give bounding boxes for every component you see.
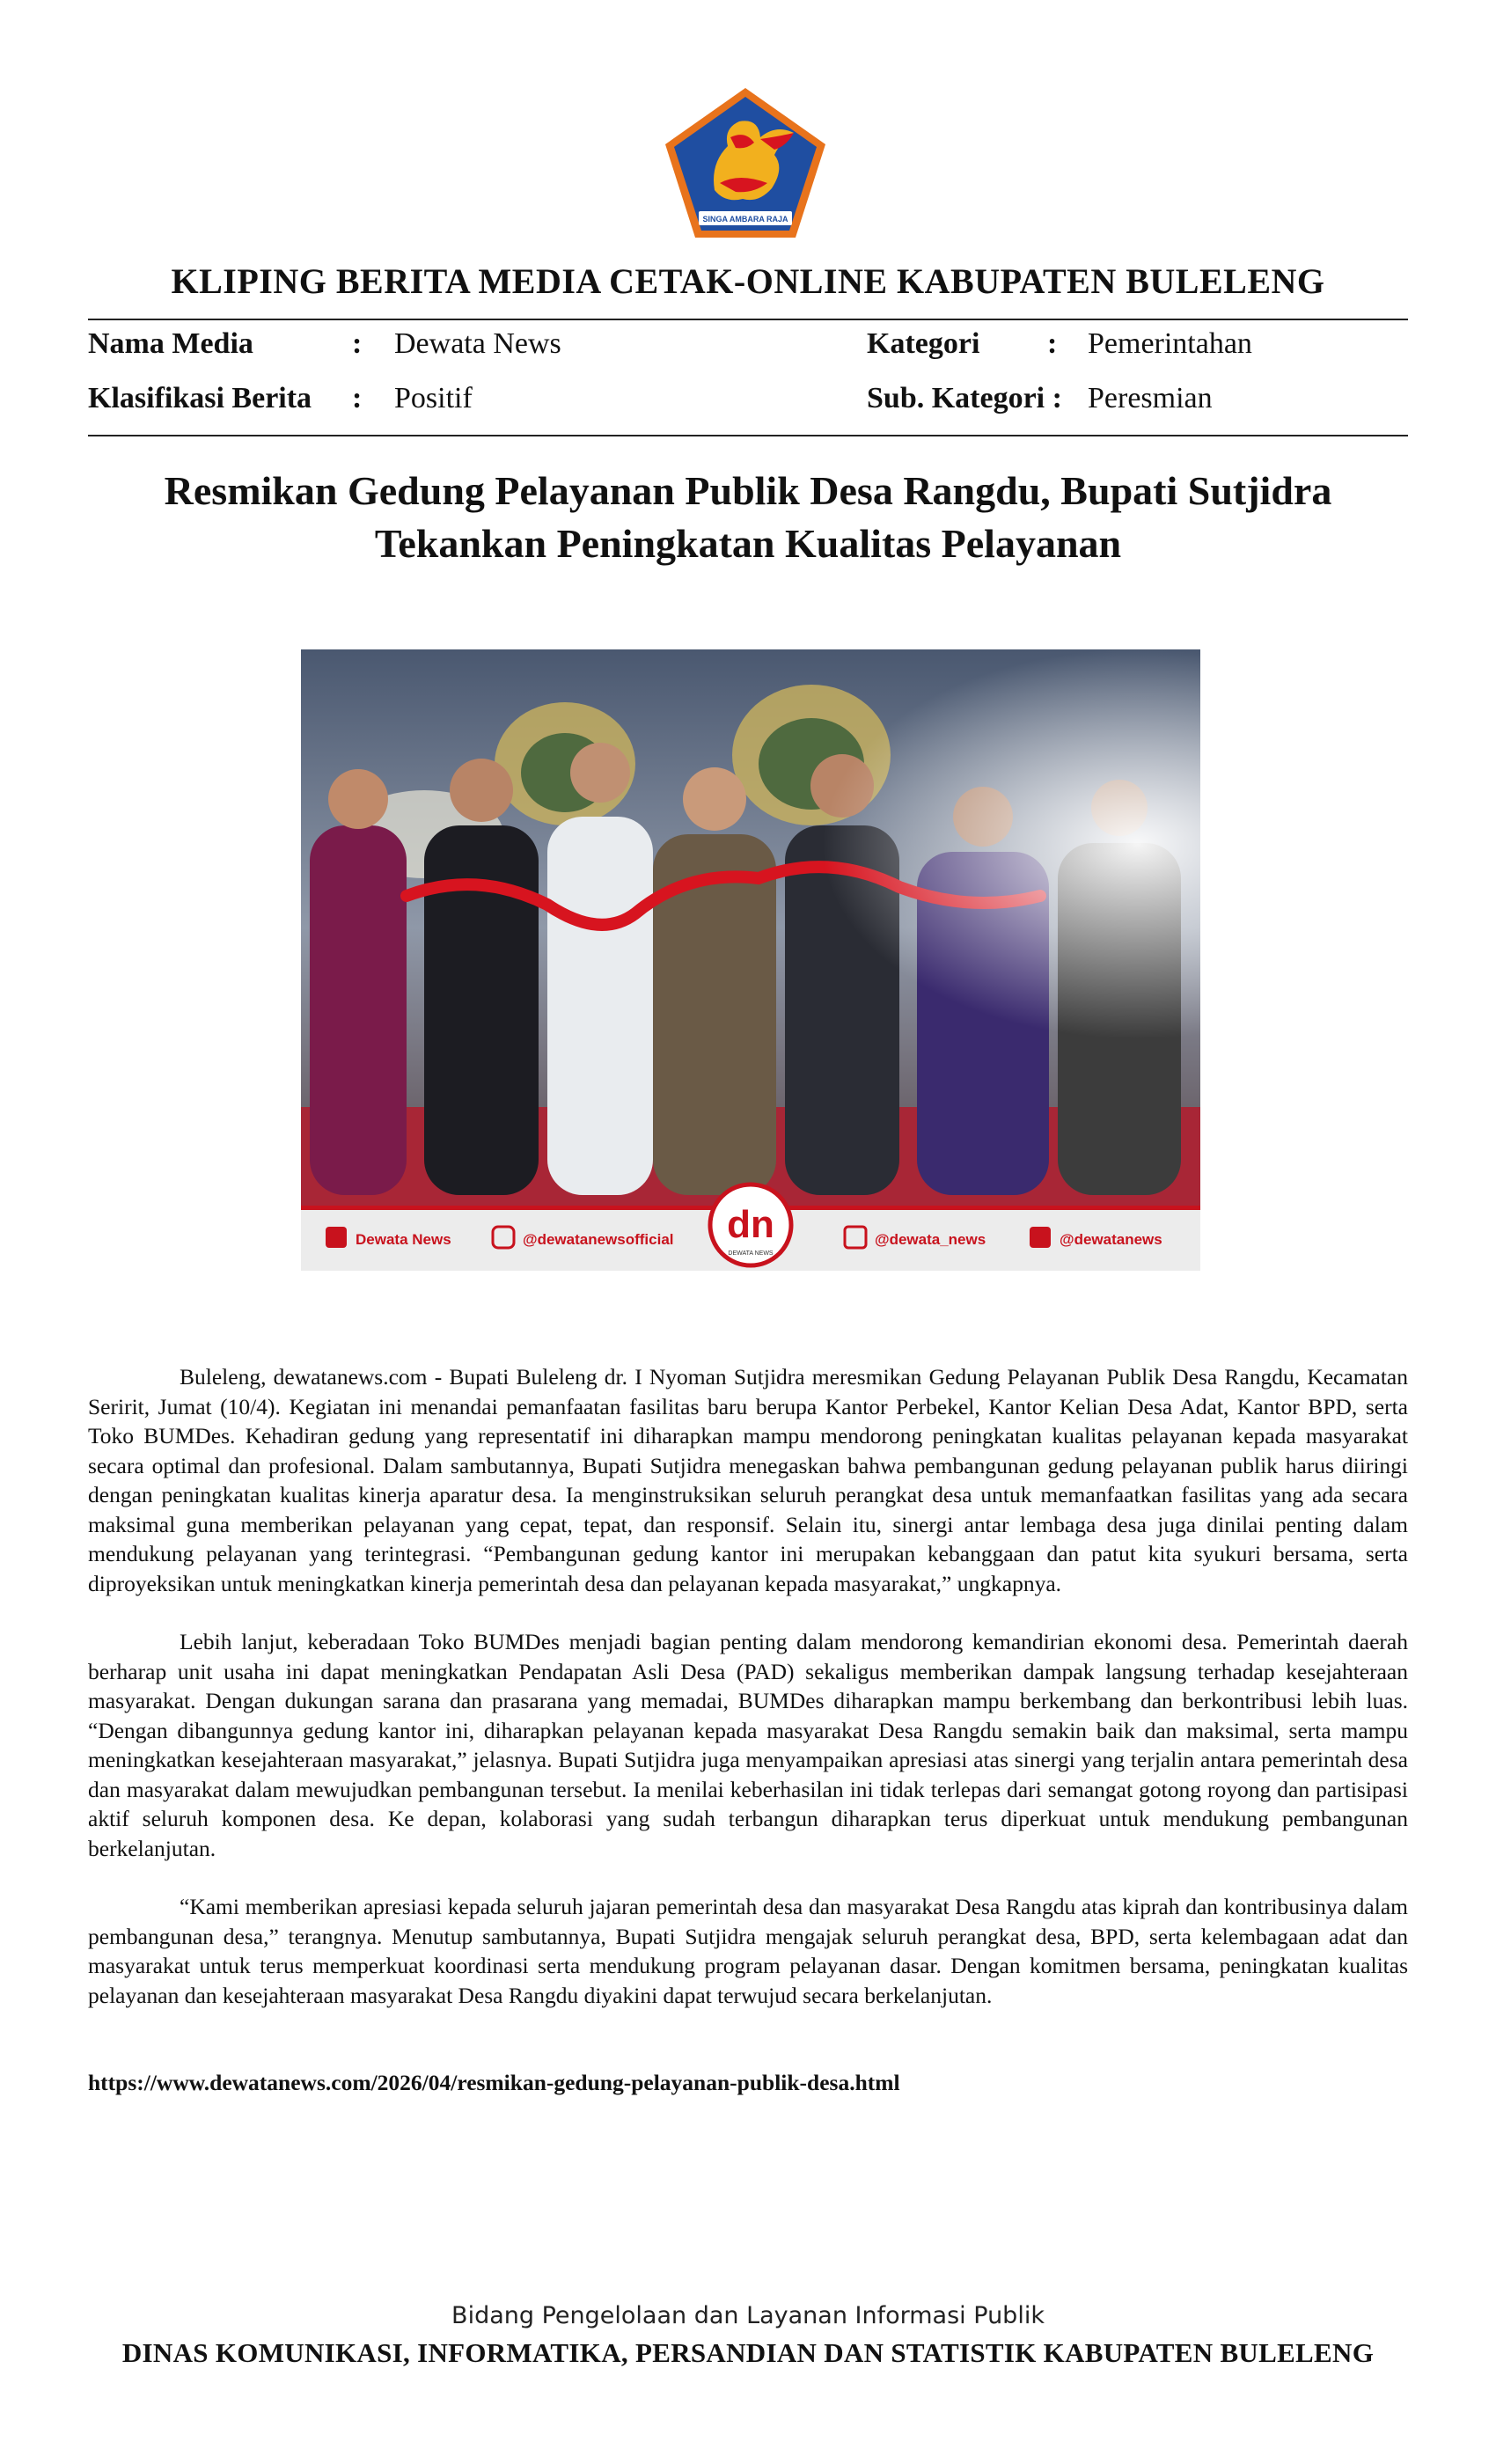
facebook-icon bbox=[326, 1227, 347, 1248]
source-url-link[interactable]: https://www.dewatanews.com/2026/04/resmikan-gedung-pelayanan-publik-desa.html bbox=[88, 2070, 900, 2095]
kategori-value: Pemerintahan bbox=[1088, 327, 1252, 360]
article-photo bbox=[301, 649, 1200, 1271]
divider-top bbox=[88, 319, 1408, 320]
page-title: KLIPING BERITA MEDIA CETAK-ONLINE KABUPATEN BULELENG bbox=[171, 261, 1325, 301]
article-paragraph-1: Buleleng, dewatanews.com - Bupati Buleleng dr. I Nyoman Sutjidra meresmikan Gedung Pelayanan Publik Desa Rangdu, Kecamatan Seririt, Jumat (10/4). Kegiatan ini menandai pemanfaatan fasilitas baru berupa Kantor Perbekel, Kantor Kelian Desa Adat, Kantor BPD, serta Toko BUMDes. Kehadiran gedung yang representatif ini diharapkan mampu mendorong peningkatan kualitas pelayanan kepada masyarakat secara optimal dan profesional. Dalam sambutannya, Bupati Sutjidra menegaskan bahwa pembangunan gedung pelayanan publik harus diiringi dengan peningkatan kualitas kinerja aparatur desa. Ia menginstruksikan seluruh perangkat desa untuk memanfaatkan fasilitas yang ada secara maksimal guna memberikan pelayanan yang cepat, tepat, dan responsif. Selain itu, sinergi antar lembaga desa juga dinilai penting dalam mendukung pelayanan yang terintegrasi. “Pembangunan gedung kantor ini merupakan kebanggaan dan patut kita syukuri bersama, serta diproyeksikan untuk meningkatkan kinerja pemerintah desa dan pelayanan kepada masyarakat,” ungkapnya. bbox=[88, 1364, 1408, 1596]
klasifikasi-value: Positif bbox=[394, 382, 473, 414]
article-headline bbox=[88, 465, 1408, 570]
subkategori-label: Sub. Kategori : bbox=[867, 382, 1062, 414]
kategori-label: Kategori bbox=[867, 327, 980, 360]
headline-line-1: Resmikan Gedung Pelayanan Publik Desa Rangdu, Bupati Sutjidra bbox=[164, 468, 1332, 513]
footer-department: DINAS KOMUNIKASI, INFORMATIKA, PERSANDIAN DAN STATISTIK KABUPATEN BULELENG bbox=[121, 2337, 1375, 2368]
media-colon: : bbox=[352, 327, 363, 360]
twitter-handle: @dewata_news bbox=[875, 1231, 986, 1248]
instagram-handle: @dewatanewsofficial bbox=[523, 1231, 674, 1248]
headline-line-2: Tekankan Peningkatan Kualitas Pelayanan bbox=[374, 521, 1122, 566]
kategori-colon: : bbox=[1047, 327, 1058, 360]
klasifikasi-label: Klasifikasi Berita bbox=[88, 382, 312, 414]
media-label: Nama Media bbox=[88, 327, 253, 360]
tiktok-icon bbox=[1030, 1227, 1051, 1248]
brand-caption: DEWATA NEWS bbox=[728, 1250, 774, 1257]
tiktok-handle: @dewatanews bbox=[1060, 1231, 1162, 1248]
article-body bbox=[88, 1362, 1408, 2039]
brand-mark: dn bbox=[727, 1203, 774, 1246]
article-paragraph-3: “Kami memberikan apresiasi kepada seluruh jajaran pemerintah desa dan masyarakat Desa Rangdu atas kiprah dan kontribusinya dalam pembangunan desa,” terangnya. Menutup sambutannya, Bupati Sutjidra mengajak seluruh perangkat desa, BPD, serta kelembagaan adat dan masyarakat untuk terus memperkuat koordinasi serta mendukung program pelayanan dasar. Dengan komitmen bersama, peningkatan kualitas pelayanan dan kesejahteraan masyarakat Desa Rangdu diyakini dapat terwujud secara berkelanjutan. bbox=[88, 1894, 1408, 2008]
subkategori-value: Peresmian bbox=[1088, 382, 1213, 414]
logo-caption: SINGA AMBARA RAJA bbox=[702, 215, 788, 224]
facebook-handle: Dewata News bbox=[356, 1231, 451, 1248]
footer-division: Bidang Pengelolaan dan Layanan Informasi Publik bbox=[451, 2302, 1045, 2329]
regency-emblem-icon bbox=[662, 84, 829, 241]
regency-logo bbox=[662, 84, 829, 241]
article-paragraph-2: Lebih lanjut, keberadaan Toko BUMDes menjadi bagian penting dalam mendorong kemandirian ekonomi desa. Pemerintah daerah berharap unit usaha ini dapat meningkatkan Pendapatan Asli Desa (PAD) sekaligus memberikan dampak langsung terhadap kesejahteraan masyarakat. Dengan dukungan sarana dan prasarana yang memadai, BUMDes diharapkan mampu berkembang dan berkontribusi lebih luas. “Dengan dibangunnya gedung kantor ini, diharapkan pelayanan kepada masyarakat Desa Rangdu semakin baik dan maksimal, serta mampu meningkatkan kesejahteraan masyarakat,” jelasnya. Bupati Sutjidra juga menyampaikan apresiasi atas sinergi yang terjalin antara pemerintah desa dan masyarakat dalam mewujudkan pembangunan tersebut. Ia menilai keberhasilan ini tidak terlepas dari semangat gotong royong dan partisipasi aktif seluruh komponen desa. Ke depan, kolaborasi yang sudah terbangun diharapkan terus diperkuat untuk mendukung pembangunan berkelanjutan. bbox=[88, 1629, 1408, 1861]
media-value: Dewata News bbox=[394, 327, 561, 360]
klasifikasi-colon: : bbox=[352, 382, 363, 414]
ribbon-cutting-photo bbox=[301, 649, 1200, 1271]
divider-bottom bbox=[88, 435, 1408, 436]
